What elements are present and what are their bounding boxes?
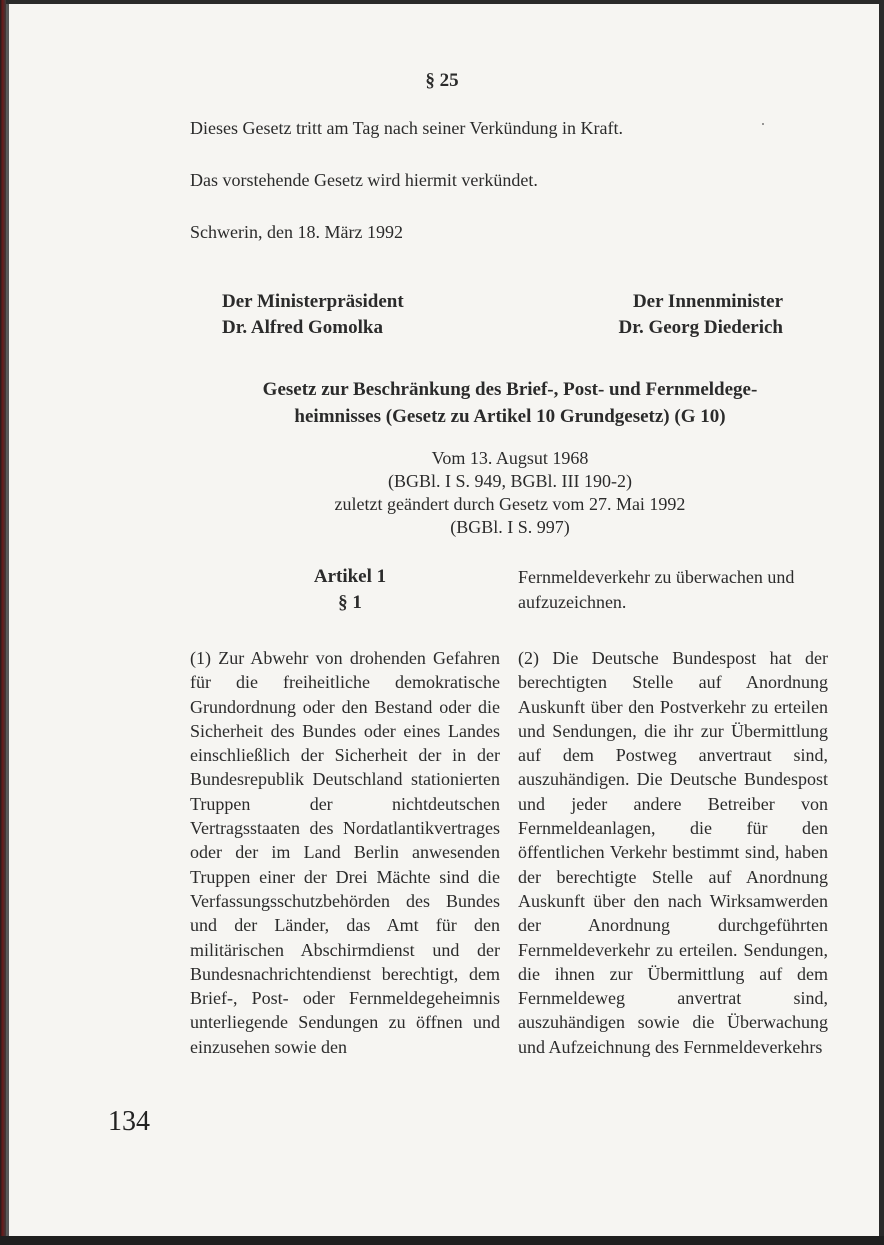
law-date: Vom 13. Augsut 1968 xyxy=(431,448,589,468)
paragraph-heading: § 1 xyxy=(338,592,362,613)
signatory-left-role: Der Ministerpräsident xyxy=(222,291,404,312)
paragraph-2-text: (2) Die Deutsche Bundespost hat der berechtigten Stelle auf Anordnung Auskunft über den Postverkehr zu erteilen und Sendungen, die ihr zur Übermittlung auf dem Postweg anvertraut sind, auszuhändigen. Die Deutsche Bundespost und jeder andere Betreiber von Fernmeldeanlagen, die für den öffentlichen Verkehr bestimmt sind, haben der berechtigte Stelle auf Anordnung Auskunft über den nach Wirksamwerden der Anordnung durchgeführten Fernmeldeverkehr zu erteilen. Sendungen, die ihnen zur Übermittlung auf dem Fernmeldeweg anvertrat sind, auszuhändigen sowie die Überwachung und Aufzeichnung des Fernmeldeverkehrs xyxy=(518,648,828,1057)
law-title-line-1: Gesetz zur Beschränkung des Brief-, Post- und Fernmeldege- xyxy=(262,379,758,400)
right-column-continuation: Fernmeldeverkehr zu überwachen und aufzuzeichnen. xyxy=(518,567,795,612)
page-bottom-edge xyxy=(0,1236,884,1245)
law-citation: (BGBl. I S. 949, BGBl. III 190-2) xyxy=(388,471,632,491)
paragraph-1-text: (1) Zur Abwehr von drohenden Gefahren für die freiheitliche demokratische Grundordnung oder den Bestand oder die Sicherheit des Bundes oder eines Landes einschließlich der Sicherheit der in der Bundesrepublik Deutschland stationierten Truppen der nichtdeutschen Vertragsstaaten des Nordatlantikvertrages oder der im Land Berlin anwesenden Truppen einer der Drei Mächte sind die Verfassungsschutzbehörden des Bundes und der Länder, das Amt für den militärischen Abschirmdienst und der Bundesnachrichtendienst berechtigt, dem Brief-, Post- oder Fernmeldegeheimnis unterliegende Sendungen zu öffnen und einzusehen sowie den xyxy=(190,648,500,1057)
signatory-left xyxy=(222,289,404,341)
law-title-line-2: heimnisses (Gesetz zu Artikel 10 Grundgesetz) (G 10) xyxy=(294,406,726,427)
intro-line-effective: Dieses Gesetz tritt am Tag nach seiner Verkündung in Kraft. xyxy=(190,118,623,138)
law-meta xyxy=(190,447,830,539)
speck xyxy=(762,123,764,125)
law-amendment-citation: (BGBl. I S. 997) xyxy=(450,517,570,537)
intro-line-promulgation: Das vorstehende Gesetz wird hiermit verkündet. xyxy=(190,170,538,190)
signatory-left-name: Dr. Alfred Gomolka xyxy=(222,317,383,338)
section-header: § 25 xyxy=(425,70,459,91)
signatory-right xyxy=(619,289,783,341)
law-amendment: zuletzt geändert durch Gesetz vom 27. Mai 1992 xyxy=(334,494,686,514)
signatory-right-role: Der Innenminister xyxy=(632,291,783,312)
place-date-line: Schwerin, den 18. März 1992 xyxy=(190,222,403,242)
page-number: 134 xyxy=(108,1106,150,1137)
law-title xyxy=(190,376,830,430)
signatory-right-name: Dr. Georg Diederich xyxy=(618,317,783,338)
article-heading: Artikel 1 xyxy=(313,566,387,587)
